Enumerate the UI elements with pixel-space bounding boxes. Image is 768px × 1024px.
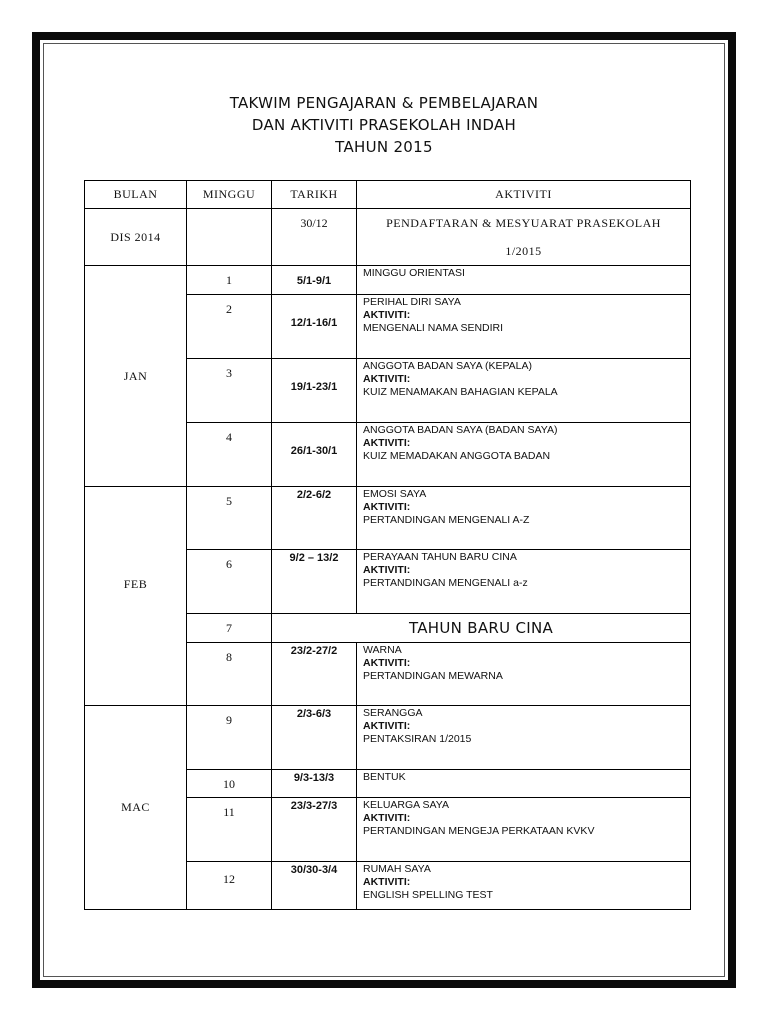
- table-row: [85, 209, 691, 266]
- week-number: 9: [226, 713, 232, 727]
- week-cell: [187, 423, 272, 487]
- activity-label: AKTIVITI:: [363, 657, 411, 669]
- activity-title: SERANGGA: [363, 707, 423, 719]
- week-number: 5: [226, 494, 232, 508]
- document-title: [0, 92, 768, 158]
- activity-text: PERTANDINGAN MEWARNA: [363, 670, 503, 682]
- title-line-2: DAN AKTIVITI PRASEKOLAH INDAH: [251, 116, 517, 134]
- activity-cell: [357, 706, 691, 770]
- activity-cell: [357, 862, 691, 910]
- date-text: 19/1-23/1: [290, 381, 338, 393]
- date-text: 5/1-9/1: [296, 275, 332, 287]
- table-row: [85, 266, 691, 295]
- week-number: 1: [226, 273, 232, 287]
- activity-cell: [357, 209, 691, 266]
- header-bulan: BULAN: [85, 181, 187, 209]
- activity-label: AKTIVITI:: [363, 309, 411, 321]
- activity-title: PERIHAL DIRI SAYA: [363, 296, 461, 308]
- week-number: 3: [226, 366, 232, 380]
- activity-cell: [357, 487, 691, 550]
- date-cell: [272, 770, 357, 798]
- title-line-3: TAHUN 2015: [335, 138, 433, 156]
- header-minggu: MINGGU: [187, 181, 272, 209]
- activity-title: ANGGOTA BADAN SAYA (KEPALA): [363, 360, 533, 372]
- activity-label: AKTIVITI:: [363, 720, 411, 732]
- week-cell: [187, 295, 272, 359]
- date-text: 9/3-13/3: [293, 772, 335, 784]
- date-text: 2/3-6/3: [296, 708, 332, 720]
- week-cell: [187, 209, 272, 266]
- date-cell: [272, 266, 357, 295]
- date-cell: [272, 423, 357, 487]
- month-jan: JAN: [85, 266, 187, 487]
- date-cell: [272, 798, 357, 862]
- table-row: [85, 706, 691, 770]
- activity-label: AKTIVITI:: [363, 437, 411, 449]
- activity-title: WARNA: [363, 644, 402, 656]
- activity-text: PERTANDINGAN MENGENALI A-Z: [363, 514, 530, 526]
- date-cell: [272, 862, 357, 910]
- activity-title: ANGGOTA BADAN SAYA (BADAN SAYA): [363, 424, 558, 436]
- week-number: 12: [223, 872, 235, 886]
- week-cell: [187, 266, 272, 295]
- month-mac: MAC: [85, 706, 187, 910]
- date-cell: [272, 359, 357, 423]
- date-cell: [272, 643, 357, 706]
- week-number: 11: [223, 805, 235, 819]
- holiday-cell: TAHUN BARU CINA: [272, 614, 691, 643]
- week-number: 10: [223, 777, 235, 791]
- activity-cell: [357, 295, 691, 359]
- activity-text: MENGENALI NAMA SENDIRI: [363, 322, 504, 334]
- week-number: 8: [226, 650, 232, 664]
- week-cell: [187, 614, 272, 643]
- date-text: 23/2-27/2: [290, 645, 338, 657]
- activity-text: PENTAKSIRAN 1/2015: [363, 733, 472, 745]
- activity-cell: [357, 770, 691, 798]
- activity-text: PERTANDINGAN MENGEJA PERKATAAN KVKV: [363, 825, 595, 837]
- date-text: 9/2 – 13/2: [289, 552, 339, 564]
- week-cell: [187, 359, 272, 423]
- activity-label: AKTIVITI:: [363, 812, 411, 824]
- date-text: 30/12: [300, 216, 328, 230]
- schedule-table: [84, 180, 691, 910]
- activity-title: BENTUK: [363, 771, 406, 783]
- activity-text: PERTANDINGAN MENGENALI a-z: [363, 577, 528, 589]
- activity-cell: [357, 359, 691, 423]
- activity-title: PERAYAAN TAHUN BARU CINA: [363, 551, 517, 563]
- activity-label: AKTIVITI:: [363, 876, 411, 888]
- week-number: 6: [226, 557, 232, 571]
- activity-cell: [357, 643, 691, 706]
- activity-title: RUMAH SAYA: [363, 863, 431, 875]
- date-text: 30/30-3/4: [290, 864, 338, 876]
- week-cell: [187, 798, 272, 862]
- activity-title: MINGGU ORIENTASI: [363, 267, 465, 279]
- title-line-1: TAKWIM PENGAJARAN & PEMBELAJARAN: [229, 94, 539, 112]
- week-cell: [187, 550, 272, 614]
- week-cell: [187, 643, 272, 706]
- header-aktiviti: AKTIVITI: [357, 181, 691, 209]
- date-text: 26/1-30/1: [290, 445, 338, 457]
- activity-title: KELUARGA SAYA: [363, 799, 449, 811]
- activity-cell: [357, 423, 691, 487]
- activity-text: 1/2015: [505, 244, 542, 258]
- week-number: 4: [226, 430, 232, 444]
- month-feb: FEB: [85, 487, 187, 706]
- week-cell: [187, 706, 272, 770]
- activity-label: AKTIVITI:: [363, 501, 411, 513]
- date-cell: [272, 209, 357, 266]
- date-text: 2/2-6/2: [296, 489, 332, 501]
- activity-cell: [357, 798, 691, 862]
- activity-label: AKTIVITI:: [363, 564, 411, 576]
- week-cell: [187, 770, 272, 798]
- activity-text: KUIZ MEMADAKAN ANGGOTA BADAN: [363, 450, 551, 462]
- header-row: [85, 181, 691, 209]
- date-cell: [272, 487, 357, 550]
- month-dis: DIS 2014: [85, 209, 187, 266]
- activity-text: KUIZ MENAMAKAN BAHAGIAN KEPALA: [363, 386, 558, 398]
- table-row: [85, 487, 691, 550]
- activity-label: AKTIVITI:: [363, 373, 411, 385]
- week-number: 2: [226, 302, 232, 316]
- week-cell: [187, 862, 272, 910]
- activity-cell: [357, 550, 691, 614]
- date-text: 12/1-16/1: [290, 317, 338, 329]
- date-cell: [272, 295, 357, 359]
- week-number: 7: [226, 621, 232, 635]
- header-tarikh: TARIKH: [272, 181, 357, 209]
- date-cell: [272, 550, 357, 614]
- activity-title: PENDAFTARAN & MESYUARAT PRASEKOLAH: [386, 216, 661, 230]
- week-cell: [187, 487, 272, 550]
- activity-text: ENGLISH SPELLING TEST: [363, 889, 493, 901]
- activity-title: EMOSI SAYA: [363, 488, 427, 500]
- date-text: 23/3-27/3: [290, 800, 338, 812]
- activity-cell: [357, 266, 691, 295]
- date-cell: [272, 706, 357, 770]
